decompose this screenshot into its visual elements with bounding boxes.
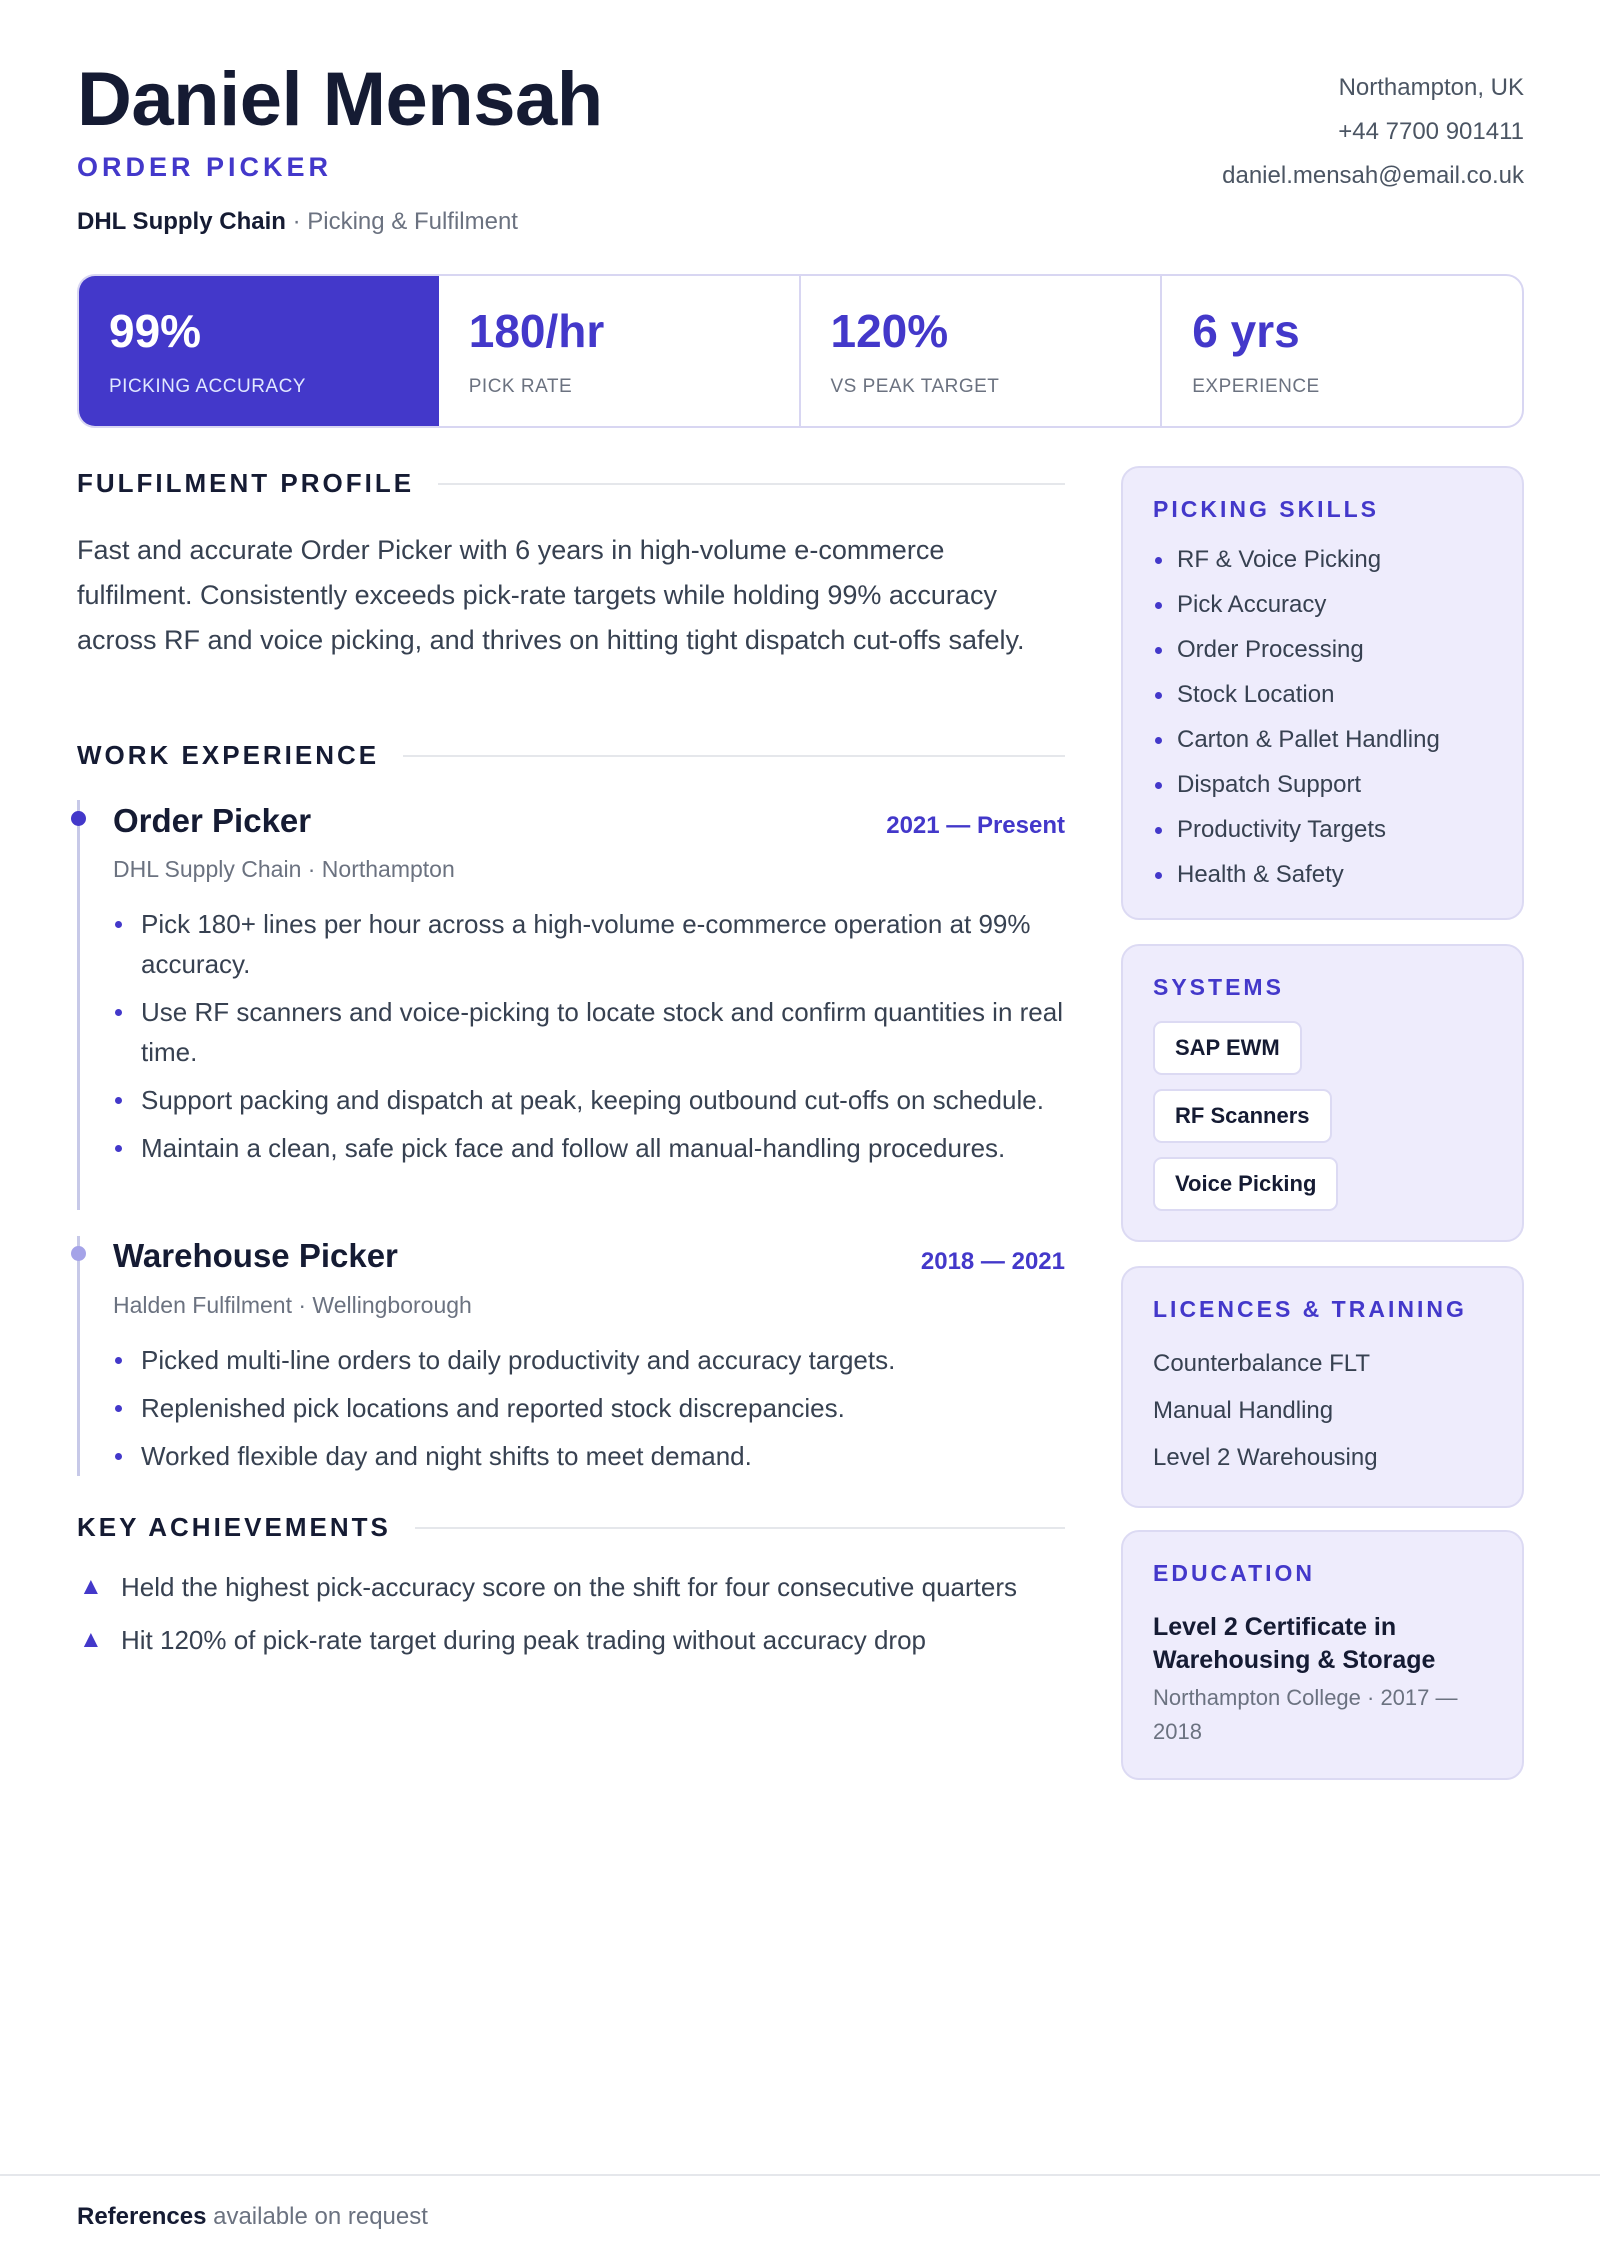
list-item: Pick Accuracy (1153, 590, 1492, 635)
footer-bold: References (77, 2203, 207, 2230)
list-item (77, 1568, 1077, 1606)
contact-block (1222, 66, 1524, 198)
section-title: WORK EXPERIENCE (77, 740, 380, 770)
list-item: Order Processing (1153, 635, 1492, 680)
timeline-dot (71, 1246, 86, 1261)
list-item: RF & Voice Picking (1153, 545, 1492, 590)
stat-value: 6 yrs (1192, 305, 1300, 357)
licences-card (1121, 1266, 1524, 1508)
profile-summary: Fast and accurate Order Picker with 6 years in high-volume e-commerce fulfilment. Consistently exceeds pick-rate targets while holding 99% accuracy across RF and voice picking, and thrives on hitting tight dispatch cut-offs safely. (77, 535, 1025, 655)
system-chip: Voice Picking (1153, 1157, 1338, 1211)
list-item: Level 2 Warehousing (1153, 1444, 1378, 1471)
section-title: KEY ACHIEVEMENTS (77, 1512, 391, 1542)
footer-divider (0, 2174, 1600, 2176)
list-item: Carton & Pallet Handling (1153, 725, 1492, 770)
contact-phone[interactable]: +44 7700 901411 (1338, 118, 1524, 145)
list-item: Counterbalance FLT (1153, 1350, 1371, 1377)
experience-heading (77, 740, 1065, 771)
achievement-text: Held the highest pick-accuracy score on the shift for four consecutive quarters (121, 1572, 1017, 1602)
footer-text: available on request (213, 2203, 428, 2230)
list-item: Maintain a clean, safe pick face and follow all manual-handling procedures. (113, 1128, 1065, 1168)
card-title: EDUCATION (1153, 1560, 1316, 1586)
stat-pick-rate (439, 276, 801, 426)
section-divider (438, 483, 1065, 485)
job-dates: 2018 — 2021 (920, 1248, 1065, 1275)
section-title: FULFILMENT PROFILE (77, 468, 415, 498)
education-detail: Northampton College · 2017 — 2018 (1153, 1685, 1458, 1744)
list-item: Use RF scanners and voice-picking to locate stock and confirm quantities in real time. (113, 992, 1065, 1072)
list-item: Picked multi-line orders to daily productivity and accuracy targets. (113, 1340, 1065, 1380)
system-chip: RF Scanners (1153, 1089, 1332, 1143)
list-item: Stock Location (1153, 680, 1492, 725)
skills-list (1153, 545, 1492, 905)
job-bullets (113, 1340, 1065, 1484)
candidate-name: Daniel Mensah (77, 57, 603, 142)
job-bullets (113, 904, 1065, 1176)
card-title: PICKING SKILLS (1153, 496, 1380, 522)
list-item: Support packing and dispatch at peak, keeping outbound cut-offs on schedule. (113, 1080, 1065, 1120)
list-item: Manual Handling (1153, 1397, 1334, 1424)
footer-note (77, 2203, 428, 2231)
job-organisation: Halden Fulfilment · Wellingborough (113, 1292, 472, 1318)
list-item: Replenished pick locations and reported stock discrepancies. (113, 1388, 1065, 1428)
profile-heading (77, 468, 1065, 499)
achievements-heading (77, 1512, 1065, 1543)
systems-card (1121, 944, 1524, 1242)
stat-label: PICK RATE (468, 376, 573, 397)
list-item (77, 1621, 1077, 1659)
stat-value: 120% (830, 305, 949, 357)
education-card (1121, 1530, 1524, 1780)
achievement-text: Hit 120% of pick-rate target during peak trading without accuracy drop (121, 1625, 926, 1655)
timeline-dot (71, 811, 86, 826)
job-role: ORDER PICKER (77, 152, 333, 182)
employer-name: DHL Supply Chain (77, 208, 286, 235)
job-organisation: DHL Supply Chain · Northampton (113, 856, 455, 882)
card-title: SYSTEMS (1153, 974, 1284, 1000)
system-chip: SAP EWM (1153, 1021, 1302, 1075)
stat-value: 99% (109, 305, 202, 357)
stat-peak-target (801, 276, 1163, 426)
list-item: Health & Safety (1153, 860, 1492, 905)
triangle-up-icon: ▲ (79, 1573, 103, 1600)
list-item: Pick 180+ lines per hour across a high-volume e-commerce operation at 99% accuracy. (113, 904, 1065, 984)
stats-bar (77, 274, 1524, 428)
list-item: Productivity Targets (1153, 815, 1492, 860)
stat-value: 180/hr (468, 305, 605, 357)
contact-location: Northampton, UK (1338, 74, 1524, 101)
job-title: Warehouse Picker (113, 1237, 398, 1274)
contact-email[interactable]: daniel.mensah@email.co.uk (1222, 162, 1524, 189)
triangle-up-icon: ▲ (79, 1626, 103, 1653)
skills-card (1121, 466, 1524, 920)
achievements-list (77, 1568, 1077, 1674)
list-item: Worked flexible day and night shifts to meet demand. (113, 1436, 1065, 1476)
list-item: Dispatch Support (1153, 770, 1492, 815)
employer-detail: · Picking & Fulfilment (292, 208, 518, 235)
stat-label: EXPERIENCE (1192, 376, 1320, 397)
card-title: LICENCES & TRAINING (1153, 1296, 1467, 1322)
section-divider (403, 755, 1065, 757)
current-employer (77, 208, 518, 236)
stat-experience (1162, 276, 1522, 426)
timeline-line (77, 800, 80, 1210)
stat-accuracy (79, 276, 439, 426)
section-divider (415, 1527, 1065, 1529)
education-qualification: Level 2 Certificate in Warehousing & Storage (1153, 1613, 1436, 1674)
chip-group (1153, 1007, 1492, 1211)
job-dates: 2021 — Present (886, 812, 1065, 839)
licences-list (1153, 1349, 1492, 1490)
job-title: Order Picker (113, 802, 312, 839)
experience-timeline (77, 800, 1065, 1480)
stat-label: VS PEAK TARGET (830, 376, 1000, 397)
stat-label: PICKING ACCURACY (109, 376, 306, 397)
timeline-line (77, 1236, 80, 1476)
